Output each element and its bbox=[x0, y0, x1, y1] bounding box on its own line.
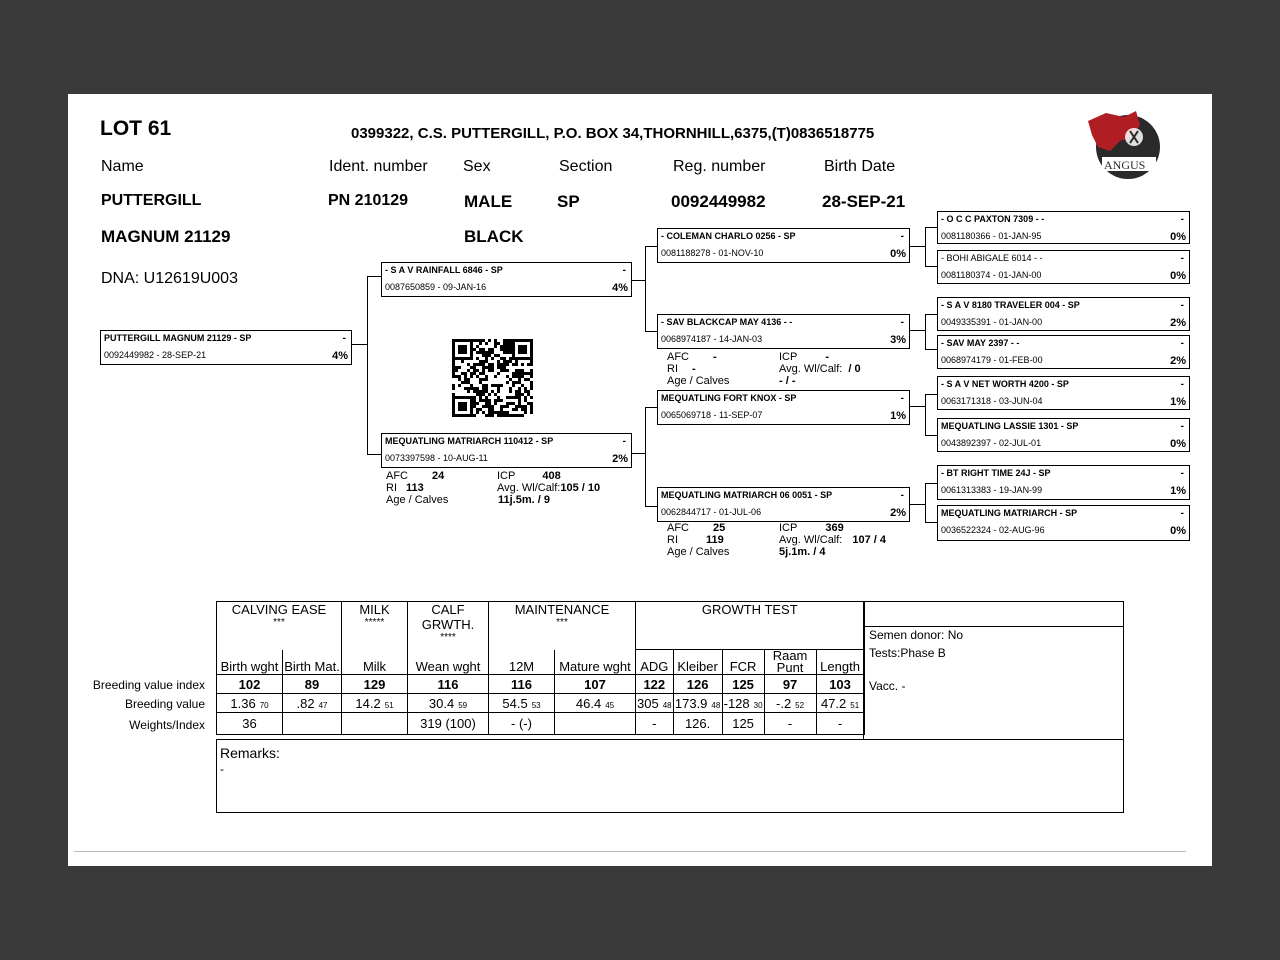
bv-accuracy: 45 bbox=[605, 700, 615, 710]
row-label-weights: Weights/Index bbox=[129, 718, 205, 732]
dam-name: MEQUATLING MATRIARCH 110412 - SP bbox=[385, 436, 554, 446]
sd-pct: 3% bbox=[890, 334, 906, 346]
lot-number: LOT 61 bbox=[100, 117, 172, 140]
g1-name: - O C C PAXTON 7309 - - bbox=[941, 214, 1045, 224]
bv-accuracy: 51 bbox=[850, 700, 860, 710]
animal-birth: 28-SEP-21 bbox=[822, 192, 906, 211]
vaccination: Vacc. - bbox=[869, 679, 906, 693]
bv-cell bbox=[555, 694, 636, 713]
weight-cell: 36 bbox=[217, 713, 283, 735]
ss-reg: 0081188278 - 01-NOV-10 bbox=[661, 248, 764, 258]
bv-value: -.2 bbox=[776, 695, 792, 711]
sd-stats-right: ICP - Avg. Wl/Calf: / 0 - / - bbox=[779, 351, 861, 387]
weight-cell: - bbox=[636, 713, 674, 735]
bv-value: 46.4 bbox=[575, 695, 602, 711]
bv-value: 14.2 bbox=[355, 695, 381, 711]
bv-cell bbox=[489, 694, 555, 713]
group-growth-test: GROWTH TEST bbox=[636, 602, 865, 650]
g6-flag: - bbox=[1180, 421, 1184, 432]
col-birth-wght: Birth wght bbox=[217, 650, 283, 675]
semen-donor: Semen donor: No bbox=[869, 628, 964, 642]
pedigree-box-gg-1[interactable] bbox=[937, 211, 1190, 244]
remarks-text: - bbox=[220, 762, 224, 776]
header-name: Name bbox=[101, 158, 144, 175]
pedigree-box-gg-7[interactable] bbox=[937, 465, 1190, 500]
ds-name: MEQUATLING FORT KNOX - SP bbox=[661, 393, 797, 403]
remarks-label: Remarks: bbox=[220, 745, 280, 761]
logo-text: ANGUS bbox=[1104, 158, 1146, 172]
g8-reg: 0036522324 - 02-AUG-96 bbox=[941, 525, 1045, 535]
dam-stats: AFC 24 RI 113 Age / Calves bbox=[386, 470, 449, 506]
pedigree-box-sire[interactable] bbox=[381, 262, 632, 297]
header-ident: Ident. number bbox=[329, 158, 428, 175]
group-milk: MILK ***** bbox=[342, 602, 408, 650]
col-raam-punt: Raam Punt bbox=[764, 650, 816, 675]
pedigree-box-gg-4[interactable] bbox=[937, 335, 1190, 369]
subject-name: PUTTERGILL MAGNUM 21129 - SP bbox=[104, 333, 252, 343]
column-headers bbox=[217, 650, 865, 675]
weights-row bbox=[217, 713, 865, 735]
header-section: Section bbox=[559, 158, 613, 175]
weight-cell bbox=[342, 713, 408, 735]
col-birth-mat: Birth Mat. bbox=[283, 650, 342, 675]
g3-flag: - bbox=[1180, 300, 1184, 311]
pedigree-box-subject[interactable] bbox=[100, 330, 352, 365]
weight-cell: - (-) bbox=[489, 713, 555, 735]
dna-code: DNA: U12619U003 bbox=[101, 270, 238, 287]
sire-flag: - bbox=[622, 265, 626, 276]
bv-value: -128 bbox=[723, 695, 750, 711]
g1-reg: 0081180366 - 01-JAN-95 bbox=[941, 231, 1042, 241]
g1-pct: 0% bbox=[1170, 231, 1186, 243]
bv-cell bbox=[816, 694, 864, 713]
qr-code bbox=[452, 339, 534, 417]
bv-index-cell: 102 bbox=[217, 675, 283, 694]
bv-accuracy: 51 bbox=[384, 700, 394, 710]
header-sex: Sex bbox=[463, 158, 491, 175]
animal-name-line2: MAGNUM 21129 bbox=[101, 227, 231, 246]
bv-index-cell: 129 bbox=[342, 675, 408, 694]
ds-flag: - bbox=[900, 393, 904, 404]
bv-value: 30.4 bbox=[428, 695, 455, 711]
g6-pct: 0% bbox=[1170, 438, 1186, 450]
bv-index-cell: 125 bbox=[722, 675, 764, 694]
pedigree-box-gg-5[interactable] bbox=[937, 376, 1190, 410]
sd-flag: - bbox=[900, 317, 904, 328]
bv-accuracy: 53 bbox=[531, 700, 541, 710]
g2-reg: 0081180374 - 01-JAN-00 bbox=[941, 270, 1042, 280]
bv-index-row bbox=[217, 675, 865, 694]
bv-row bbox=[217, 694, 865, 713]
remarks-box bbox=[216, 739, 1124, 813]
subject-pct: 4% bbox=[332, 350, 348, 362]
dd-flag: - bbox=[900, 490, 904, 501]
g8-flag: - bbox=[1180, 508, 1184, 519]
pedigree-box-sire-sire[interactable] bbox=[657, 228, 910, 263]
col-length: Length bbox=[816, 650, 864, 675]
g5-pct: 1% bbox=[1170, 396, 1186, 408]
group-maintenance: MAINTENANCE *** bbox=[489, 602, 636, 650]
animal-name-line1: PUTTERGILL bbox=[101, 192, 202, 209]
row-label-bv-index: Breeding value index bbox=[92, 678, 205, 692]
bv-value: 54.5 bbox=[502, 695, 528, 711]
g8-name: MEQUATLING MATRIARCH - SP bbox=[941, 508, 1078, 518]
g3-name: - S A V 8180 TRAVELER 004 - SP bbox=[941, 300, 1080, 310]
bv-accuracy: 70 bbox=[259, 700, 269, 710]
col-milk: Milk bbox=[342, 650, 408, 675]
weight-cell: 125 bbox=[722, 713, 764, 735]
g3-pct: 2% bbox=[1170, 317, 1186, 329]
pedigree-box-gg-2[interactable] bbox=[937, 250, 1190, 284]
dam-stats-right: ICP 408 Avg. Wl/Calf:105 / 10 11j.5m. / 9 bbox=[497, 470, 601, 506]
bv-cell bbox=[673, 694, 722, 713]
bv-cell bbox=[764, 694, 816, 713]
pedigree-box-sire-dam[interactable] bbox=[657, 314, 910, 349]
g5-name: - S A V NET WORTH 4200 - SP bbox=[941, 379, 1069, 389]
subject-flag: - bbox=[342, 333, 346, 344]
pedigree-box-dam-dam[interactable] bbox=[657, 487, 910, 522]
dam-pct: 2% bbox=[612, 453, 628, 465]
bv-value: 1.36 bbox=[230, 695, 256, 711]
owner-details: 0399322, C.S. PUTTERGILL, P.O. BOX 34,THORNHILL,6375,(T)0836518775 bbox=[351, 125, 875, 142]
pedigree-box-dam[interactable] bbox=[381, 433, 632, 468]
col-kleiber: Kleiber bbox=[673, 650, 722, 675]
sire-pct: 4% bbox=[612, 282, 628, 294]
dd-name: MEQUATLING MATRIARCH 06 0051 - SP bbox=[661, 490, 833, 500]
ss-flag: - bbox=[900, 231, 904, 242]
sd-stats: AFC - RI - Age / Calves bbox=[667, 351, 730, 387]
bv-index-cell: 103 bbox=[816, 675, 864, 694]
bv-cell bbox=[408, 694, 489, 713]
col-12m: 12M bbox=[489, 650, 555, 675]
g5-flag: - bbox=[1180, 379, 1184, 390]
ss-pct: 0% bbox=[890, 248, 906, 260]
ds-reg: 0065069718 - 11-SEP-07 bbox=[661, 410, 763, 420]
bv-cell bbox=[636, 694, 674, 713]
g4-flag: - bbox=[1180, 338, 1184, 349]
dam-reg: 0073397598 - 10-AUG-11 bbox=[385, 453, 488, 463]
animal-ident: PN 210129 bbox=[328, 192, 409, 209]
pedigree-box-dam-sire[interactable] bbox=[657, 390, 910, 425]
g4-reg: 0068974179 - 01-FEB-00 bbox=[941, 355, 1043, 365]
bv-accuracy: 30 bbox=[753, 700, 763, 710]
bv-index-cell: 116 bbox=[408, 675, 489, 694]
col-adg: ADG bbox=[636, 650, 674, 675]
animal-color: BLACK bbox=[464, 227, 524, 246]
g7-reg: 0061313383 - 19-JAN-99 bbox=[941, 485, 1043, 495]
header-reg: Reg. number bbox=[673, 158, 766, 175]
ds-pct: 1% bbox=[890, 410, 906, 422]
bv-index-cell: 126 bbox=[673, 675, 722, 694]
animal-section: SP bbox=[557, 192, 580, 211]
dam-flag: - bbox=[622, 436, 626, 447]
g4-pct: 2% bbox=[1170, 355, 1186, 367]
weight-cell: 126. bbox=[673, 713, 722, 735]
sd-reg: 0068974187 - 14-JAN-03 bbox=[661, 334, 763, 344]
ss-name: - COLEMAN CHARLO 0256 - SP bbox=[661, 231, 796, 241]
bv-cell bbox=[283, 694, 342, 713]
bv-index-cell: 107 bbox=[555, 675, 636, 694]
bv-index-cell: 97 bbox=[764, 675, 816, 694]
sire-reg: 0087650859 - 09-JAN-16 bbox=[385, 282, 487, 292]
weight-cell bbox=[283, 713, 342, 735]
subject-reg: 0092449982 - 28-SEP-21 bbox=[104, 350, 207, 360]
g6-name: MEQUATLING LASSIE 1301 - SP bbox=[941, 421, 1079, 431]
animal-sex: MALE bbox=[464, 192, 513, 211]
weight-cell: - bbox=[816, 713, 864, 735]
sire-name: - S A V RAINFALL 6846 - SP bbox=[385, 265, 503, 275]
g2-name: - BOHI ABIGALE 6014 - - bbox=[941, 253, 1043, 263]
animal-reg: 0092449982 bbox=[671, 192, 766, 211]
bv-value: 173.9 bbox=[674, 695, 708, 711]
group-calving: CALVING EASE *** bbox=[217, 602, 342, 650]
g3-reg: 0049335391 - 01-JAN-00 bbox=[941, 317, 1043, 327]
header-birth: Birth Date bbox=[824, 158, 896, 175]
weight-cell: 319 (100) bbox=[408, 713, 489, 735]
bv-cell bbox=[722, 694, 764, 713]
dd-stats-right: ICP 369 Avg. Wl/Calf: 107 / 4 5j.1m. / 4 bbox=[779, 522, 887, 558]
col-wean-wght: Wean wght bbox=[408, 650, 489, 675]
tests: Tests:Phase B bbox=[869, 646, 946, 660]
pedigree-box-gg-6[interactable] bbox=[937, 418, 1190, 452]
g5-reg: 0063171318 - 03-JUN-04 bbox=[941, 396, 1043, 406]
pedigree-box-gg-3[interactable] bbox=[937, 297, 1190, 331]
bv-index-cell: 116 bbox=[489, 675, 555, 694]
g7-flag: - bbox=[1180, 468, 1184, 479]
g2-flag: - bbox=[1180, 253, 1184, 264]
bv-index-cell: 122 bbox=[636, 675, 674, 694]
g2-pct: 0% bbox=[1170, 270, 1186, 282]
col-fcr: FCR bbox=[722, 650, 764, 675]
group-calf-growth: CALF GRWTH. **** bbox=[408, 602, 489, 650]
sd-name: - SAV BLACKCAP MAY 4136 - - bbox=[661, 317, 793, 327]
info-panel bbox=[863, 601, 1124, 740]
g4-name: - SAV MAY 2397 - - bbox=[941, 338, 1020, 348]
g1-flag: - bbox=[1180, 214, 1184, 225]
g6-reg: 0043892397 - 02-JUL-01 bbox=[941, 438, 1042, 448]
bv-value: 47.2 bbox=[820, 695, 847, 711]
weight-cell: - bbox=[764, 713, 816, 735]
bv-value: 305 bbox=[637, 695, 659, 711]
bv-cell bbox=[342, 694, 408, 713]
g7-pct: 1% bbox=[1170, 485, 1186, 497]
g7-name: - BT RIGHT TIME 24J - SP bbox=[941, 468, 1051, 478]
bv-accuracy: 47 bbox=[318, 700, 328, 710]
angus-logo bbox=[1084, 107, 1162, 181]
pedigree-box-gg-8[interactable] bbox=[937, 505, 1190, 541]
dd-reg: 0062844717 - 01-JUL-06 bbox=[661, 507, 762, 517]
bv-accuracy: 52 bbox=[795, 700, 805, 710]
bv-accuracy: 48 bbox=[711, 700, 721, 710]
bv-accuracy: 48 bbox=[662, 700, 672, 710]
bv-index-cell: 89 bbox=[283, 675, 342, 694]
dd-stats: AFC 25 RI 119 Age / Calves bbox=[667, 522, 730, 558]
certificate-page bbox=[68, 94, 1212, 866]
row-label-bv: Breeding value bbox=[124, 697, 205, 711]
bv-value: .82 bbox=[296, 695, 315, 711]
bv-cell bbox=[217, 694, 283, 713]
bv-accuracy: 59 bbox=[458, 700, 468, 710]
col-mature-wght: Mature wght bbox=[555, 650, 636, 675]
g8-pct: 0% bbox=[1170, 525, 1186, 537]
dd-pct: 2% bbox=[890, 507, 906, 519]
footer-divider bbox=[74, 851, 1186, 852]
weight-cell bbox=[555, 713, 636, 735]
ebv-table bbox=[216, 601, 865, 735]
